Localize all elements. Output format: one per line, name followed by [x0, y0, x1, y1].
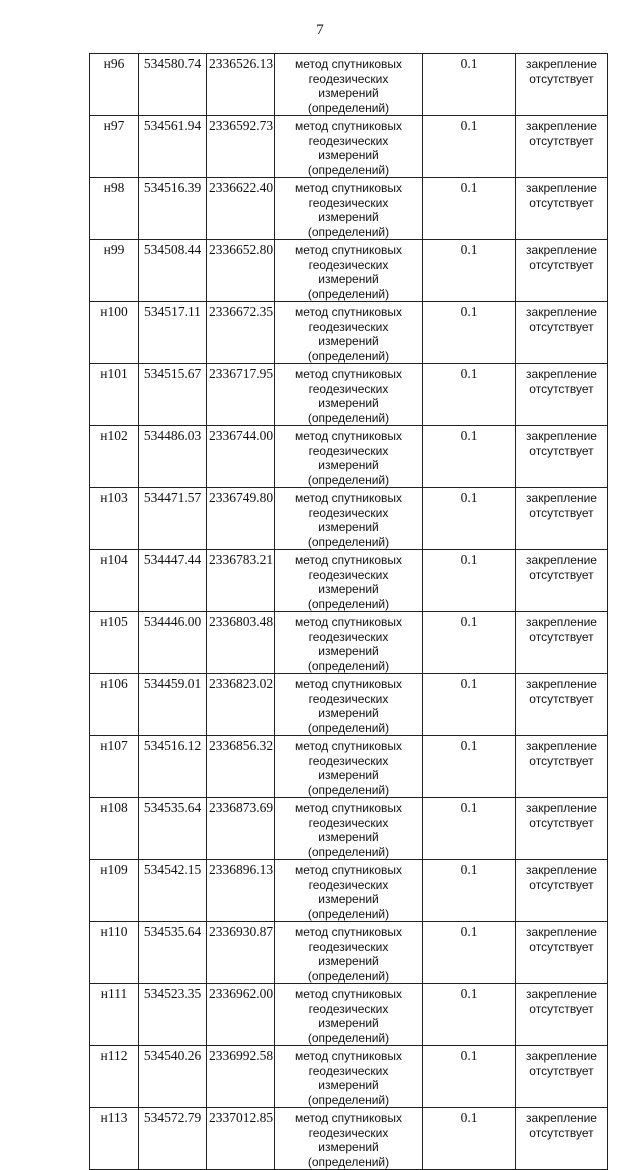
table-row [90, 1108, 608, 1170]
fixing-text-line: отсутствует [529, 195, 594, 210]
table-row [90, 674, 608, 736]
method-text-line: (определений) [307, 782, 390, 797]
accuracy-cell: 0.1 [423, 984, 516, 1046]
method-text-line: геодезических измерений [308, 567, 389, 596]
y-coordinate-cell: 2336672.35 [207, 302, 275, 364]
point-name-cell: н110 [90, 922, 139, 984]
fixing-text-line: отсутствует [529, 691, 594, 706]
method-text-line: (определений) [307, 534, 390, 549]
point-name-cell: н104 [90, 550, 139, 612]
fixing-text-line: закрепление [526, 615, 597, 629]
fixing-text-line: отсутствует [529, 257, 594, 272]
fixing-cell [516, 984, 608, 1046]
method-text-line: метод спутниковых [294, 57, 402, 71]
fixing-cell [516, 736, 608, 798]
method-text-line: (определений) [307, 410, 390, 425]
accuracy-cell: 0.1 [423, 922, 516, 984]
x-coordinate-cell: 534516.12 [139, 736, 207, 798]
table-row [90, 54, 608, 116]
fixing-text-line: закрепление [526, 57, 597, 71]
fixing-text-line: отсутствует [529, 877, 594, 892]
x-coordinate-cell: 534486.03 [139, 426, 207, 488]
method-text-line: (определений) [307, 596, 390, 611]
fixing-cell [516, 364, 608, 426]
method-cell [275, 860, 423, 922]
method-cell [275, 984, 423, 1046]
method-text-line: геодезических измерений [308, 629, 389, 658]
method-text-line: (определений) [307, 100, 390, 115]
method-text-line: геодезических измерений [308, 1125, 389, 1154]
x-coordinate-cell: 534517.11 [139, 302, 207, 364]
table-row [90, 922, 608, 984]
fixing-cell [516, 860, 608, 922]
method-cell [275, 240, 423, 302]
method-cell [275, 612, 423, 674]
y-coordinate-cell: 2336652.80 [207, 240, 275, 302]
fixing-text-line: закрепление [526, 739, 597, 753]
method-text-line: метод спутниковых [294, 987, 402, 1001]
fixing-text-line: закрепление [526, 987, 597, 1001]
x-coordinate-cell: 534535.64 [139, 798, 207, 860]
table-row [90, 984, 608, 1046]
fixing-cell [516, 922, 608, 984]
accuracy-cell: 0.1 [423, 550, 516, 612]
accuracy-cell: 0.1 [423, 488, 516, 550]
y-coordinate-cell: 2336930.87 [207, 922, 275, 984]
coordinates-table-body [90, 54, 608, 1170]
table-row [90, 798, 608, 860]
fixing-text-line: отсутствует [529, 71, 594, 86]
fixing-text-line: закрепление [526, 491, 597, 505]
fixing-cell [516, 178, 608, 240]
page-number: 7 [316, 22, 324, 38]
fixing-text-line: отсутствует [529, 133, 594, 148]
fixing-text-line: отсутствует [529, 381, 594, 396]
point-name-cell: н99 [90, 240, 139, 302]
point-name-cell: н109 [90, 860, 139, 922]
method-cell [275, 178, 423, 240]
table-row [90, 240, 608, 302]
point-name-cell: н96 [90, 54, 139, 116]
table-row [90, 426, 608, 488]
x-coordinate-cell: 534542.15 [139, 860, 207, 922]
fixing-text-line: закрепление [526, 863, 597, 877]
method-text-line: метод спутниковых [294, 181, 402, 195]
method-text-line: метод спутниковых [294, 677, 402, 691]
method-cell [275, 302, 423, 364]
method-text-line: метод спутниковых [294, 925, 402, 939]
method-text-line: геодезических измерений [308, 815, 389, 844]
fixing-text-line: закрепление [526, 925, 597, 939]
method-text-line: метод спутниковых [294, 1111, 402, 1125]
method-cell [275, 1046, 423, 1108]
x-coordinate-cell: 534446.00 [139, 612, 207, 674]
y-coordinate-cell: 2336744.00 [207, 426, 275, 488]
method-text-line: метод спутниковых [294, 863, 402, 877]
method-text-line: метод спутниковых [294, 243, 402, 257]
table-row [90, 550, 608, 612]
method-text-line: метод спутниковых [294, 491, 402, 505]
method-text-line: геодезических измерений [308, 257, 389, 286]
y-coordinate-cell: 2336622.40 [207, 178, 275, 240]
fixing-text-line: отсутствует [529, 629, 594, 644]
accuracy-cell: 0.1 [423, 240, 516, 302]
fixing-text-line: закрепление [526, 243, 597, 257]
fixing-text-line: отсутствует [529, 815, 594, 830]
fixing-text-line: отсутствует [529, 443, 594, 458]
method-text-line: геодезических измерений [308, 691, 389, 720]
x-coordinate-cell: 534580.74 [139, 54, 207, 116]
method-text-line: (определений) [307, 162, 390, 177]
method-text-line: (определений) [307, 1154, 390, 1169]
y-coordinate-cell: 2337012.85 [207, 1108, 275, 1170]
fixing-text-line: закрепление [526, 429, 597, 443]
x-coordinate-cell: 534516.39 [139, 178, 207, 240]
point-name-cell: н108 [90, 798, 139, 860]
x-coordinate-cell: 534471.57 [139, 488, 207, 550]
method-text-line: (определений) [307, 658, 390, 673]
accuracy-cell: 0.1 [423, 116, 516, 178]
fixing-text-line: закрепление [526, 119, 597, 133]
x-coordinate-cell: 534535.64 [139, 922, 207, 984]
method-text-line: геодезических измерений [308, 505, 389, 534]
accuracy-cell: 0.1 [423, 674, 516, 736]
point-name-cell: н98 [90, 178, 139, 240]
y-coordinate-cell: 2336962.00 [207, 984, 275, 1046]
y-coordinate-cell: 2336783.21 [207, 550, 275, 612]
table-row [90, 1046, 608, 1108]
fixing-cell [516, 550, 608, 612]
accuracy-cell: 0.1 [423, 798, 516, 860]
fixing-text-line: отсутствует [529, 505, 594, 520]
method-text-line: (определений) [307, 286, 390, 301]
accuracy-cell: 0.1 [423, 178, 516, 240]
point-name-cell: н97 [90, 116, 139, 178]
fixing-cell [516, 674, 608, 736]
method-text-line: (определений) [307, 348, 390, 363]
y-coordinate-cell: 2336803.48 [207, 612, 275, 674]
fixing-text-line: отсутствует [529, 1125, 594, 1140]
method-text-line: (определений) [307, 1092, 390, 1107]
fixing-text-line: закрепление [526, 1049, 597, 1063]
y-coordinate-cell: 2336873.69 [207, 798, 275, 860]
accuracy-cell: 0.1 [423, 302, 516, 364]
fixing-text-line: закрепление [526, 305, 597, 319]
table-row [90, 612, 608, 674]
method-text-line: метод спутниковых [294, 801, 402, 815]
method-text-line: геодезических измерений [308, 319, 389, 348]
fixing-cell [516, 1108, 608, 1170]
table-row [90, 860, 608, 922]
method-text-line: метод спутниковых [294, 553, 402, 567]
x-coordinate-cell: 534540.26 [139, 1046, 207, 1108]
fixing-cell [516, 426, 608, 488]
x-coordinate-cell: 534459.01 [139, 674, 207, 736]
point-name-cell: н100 [90, 302, 139, 364]
fixing-text-line: отсутствует [529, 1001, 594, 1016]
y-coordinate-cell: 2336749.80 [207, 488, 275, 550]
y-coordinate-cell: 2336717.95 [207, 364, 275, 426]
method-cell [275, 1108, 423, 1170]
method-cell [275, 488, 423, 550]
fixing-text-line: отсутствует [529, 939, 594, 954]
method-cell [275, 550, 423, 612]
method-cell [275, 426, 423, 488]
y-coordinate-cell: 2336896.13 [207, 860, 275, 922]
method-text-line: геодезических измерений [308, 381, 389, 410]
accuracy-cell: 0.1 [423, 736, 516, 798]
table-row [90, 302, 608, 364]
method-text-line: (определений) [307, 472, 390, 487]
fixing-cell [516, 798, 608, 860]
x-coordinate-cell: 534515.67 [139, 364, 207, 426]
method-cell [275, 54, 423, 116]
point-name-cell: н101 [90, 364, 139, 426]
accuracy-cell: 0.1 [423, 54, 516, 116]
method-text-line: метод спутниковых [294, 739, 402, 753]
point-name-cell: н107 [90, 736, 139, 798]
method-text-line: геодезических измерений [308, 195, 389, 224]
method-text-line: геодезических измерений [308, 133, 389, 162]
method-text-line: метод спутниковых [294, 615, 402, 629]
table-row [90, 178, 608, 240]
point-name-cell: н102 [90, 426, 139, 488]
x-coordinate-cell: 534561.94 [139, 116, 207, 178]
method-text-line: геодезических измерений [308, 1063, 389, 1092]
method-text-line: метод спутниковых [294, 367, 402, 381]
y-coordinate-cell: 2336992.58 [207, 1046, 275, 1108]
fixing-cell [516, 488, 608, 550]
method-text-line: (определений) [307, 844, 390, 859]
x-coordinate-cell: 534447.44 [139, 550, 207, 612]
accuracy-cell: 0.1 [423, 364, 516, 426]
point-name-cell: н106 [90, 674, 139, 736]
fixing-text-line: закрепление [526, 367, 597, 381]
method-text-line: (определений) [307, 720, 390, 735]
method-text-line: (определений) [307, 968, 390, 983]
method-text-line: геодезических измерений [308, 939, 389, 968]
accuracy-cell: 0.1 [423, 860, 516, 922]
method-text-line: метод спутниковых [294, 429, 402, 443]
fixing-text-line: закрепление [526, 677, 597, 691]
fixing-cell [516, 1046, 608, 1108]
accuracy-cell: 0.1 [423, 1046, 516, 1108]
fixing-text-line: закрепление [526, 181, 597, 195]
fixing-text-line: отсутствует [529, 753, 594, 768]
point-name-cell: н113 [90, 1108, 139, 1170]
method-text-line: метод спутниковых [294, 119, 402, 133]
method-cell [275, 674, 423, 736]
method-text-line: (определений) [307, 906, 390, 921]
method-cell [275, 116, 423, 178]
fixing-text-line: закрепление [526, 553, 597, 567]
table-row [90, 116, 608, 178]
method-cell [275, 736, 423, 798]
x-coordinate-cell: 534523.35 [139, 984, 207, 1046]
y-coordinate-cell: 2336856.32 [207, 736, 275, 798]
method-text-line: метод спутниковых [294, 305, 402, 319]
table-row [90, 364, 608, 426]
method-cell [275, 922, 423, 984]
fixing-text-line: отсутствует [529, 319, 594, 334]
y-coordinate-cell: 2336526.13 [207, 54, 275, 116]
table-row [90, 736, 608, 798]
fixing-cell [516, 54, 608, 116]
accuracy-cell: 0.1 [423, 426, 516, 488]
fixing-cell [516, 240, 608, 302]
method-text-line: геодезических измерений [308, 443, 389, 472]
fixing-cell [516, 612, 608, 674]
x-coordinate-cell: 534508.44 [139, 240, 207, 302]
method-text-line: геодезических измерений [308, 1001, 389, 1030]
y-coordinate-cell: 2336823.02 [207, 674, 275, 736]
y-coordinate-cell: 2336592.73 [207, 116, 275, 178]
point-name-cell: н103 [90, 488, 139, 550]
accuracy-cell: 0.1 [423, 1108, 516, 1170]
point-name-cell: н111 [90, 984, 139, 1046]
method-text-line: геодезических измерений [308, 71, 389, 100]
table-row [90, 488, 608, 550]
point-name-cell: н105 [90, 612, 139, 674]
fixing-cell [516, 116, 608, 178]
point-name-cell: н112 [90, 1046, 139, 1108]
method-cell [275, 364, 423, 426]
method-text-line: геодезических измерений [308, 877, 389, 906]
method-text-line: (определений) [307, 1030, 390, 1045]
fixing-cell [516, 302, 608, 364]
accuracy-cell: 0.1 [423, 612, 516, 674]
method-text-line: геодезических измерений [308, 753, 389, 782]
fixing-text-line: отсутствует [529, 567, 594, 582]
method-text-line: (определений) [307, 224, 390, 239]
method-text-line: метод спутниковых [294, 1049, 402, 1063]
fixing-text-line: закрепление [526, 1111, 597, 1125]
coordinates-table [89, 53, 608, 1170]
method-cell [275, 798, 423, 860]
fixing-text-line: закрепление [526, 801, 597, 815]
x-coordinate-cell: 534572.79 [139, 1108, 207, 1170]
fixing-text-line: отсутствует [529, 1063, 594, 1078]
